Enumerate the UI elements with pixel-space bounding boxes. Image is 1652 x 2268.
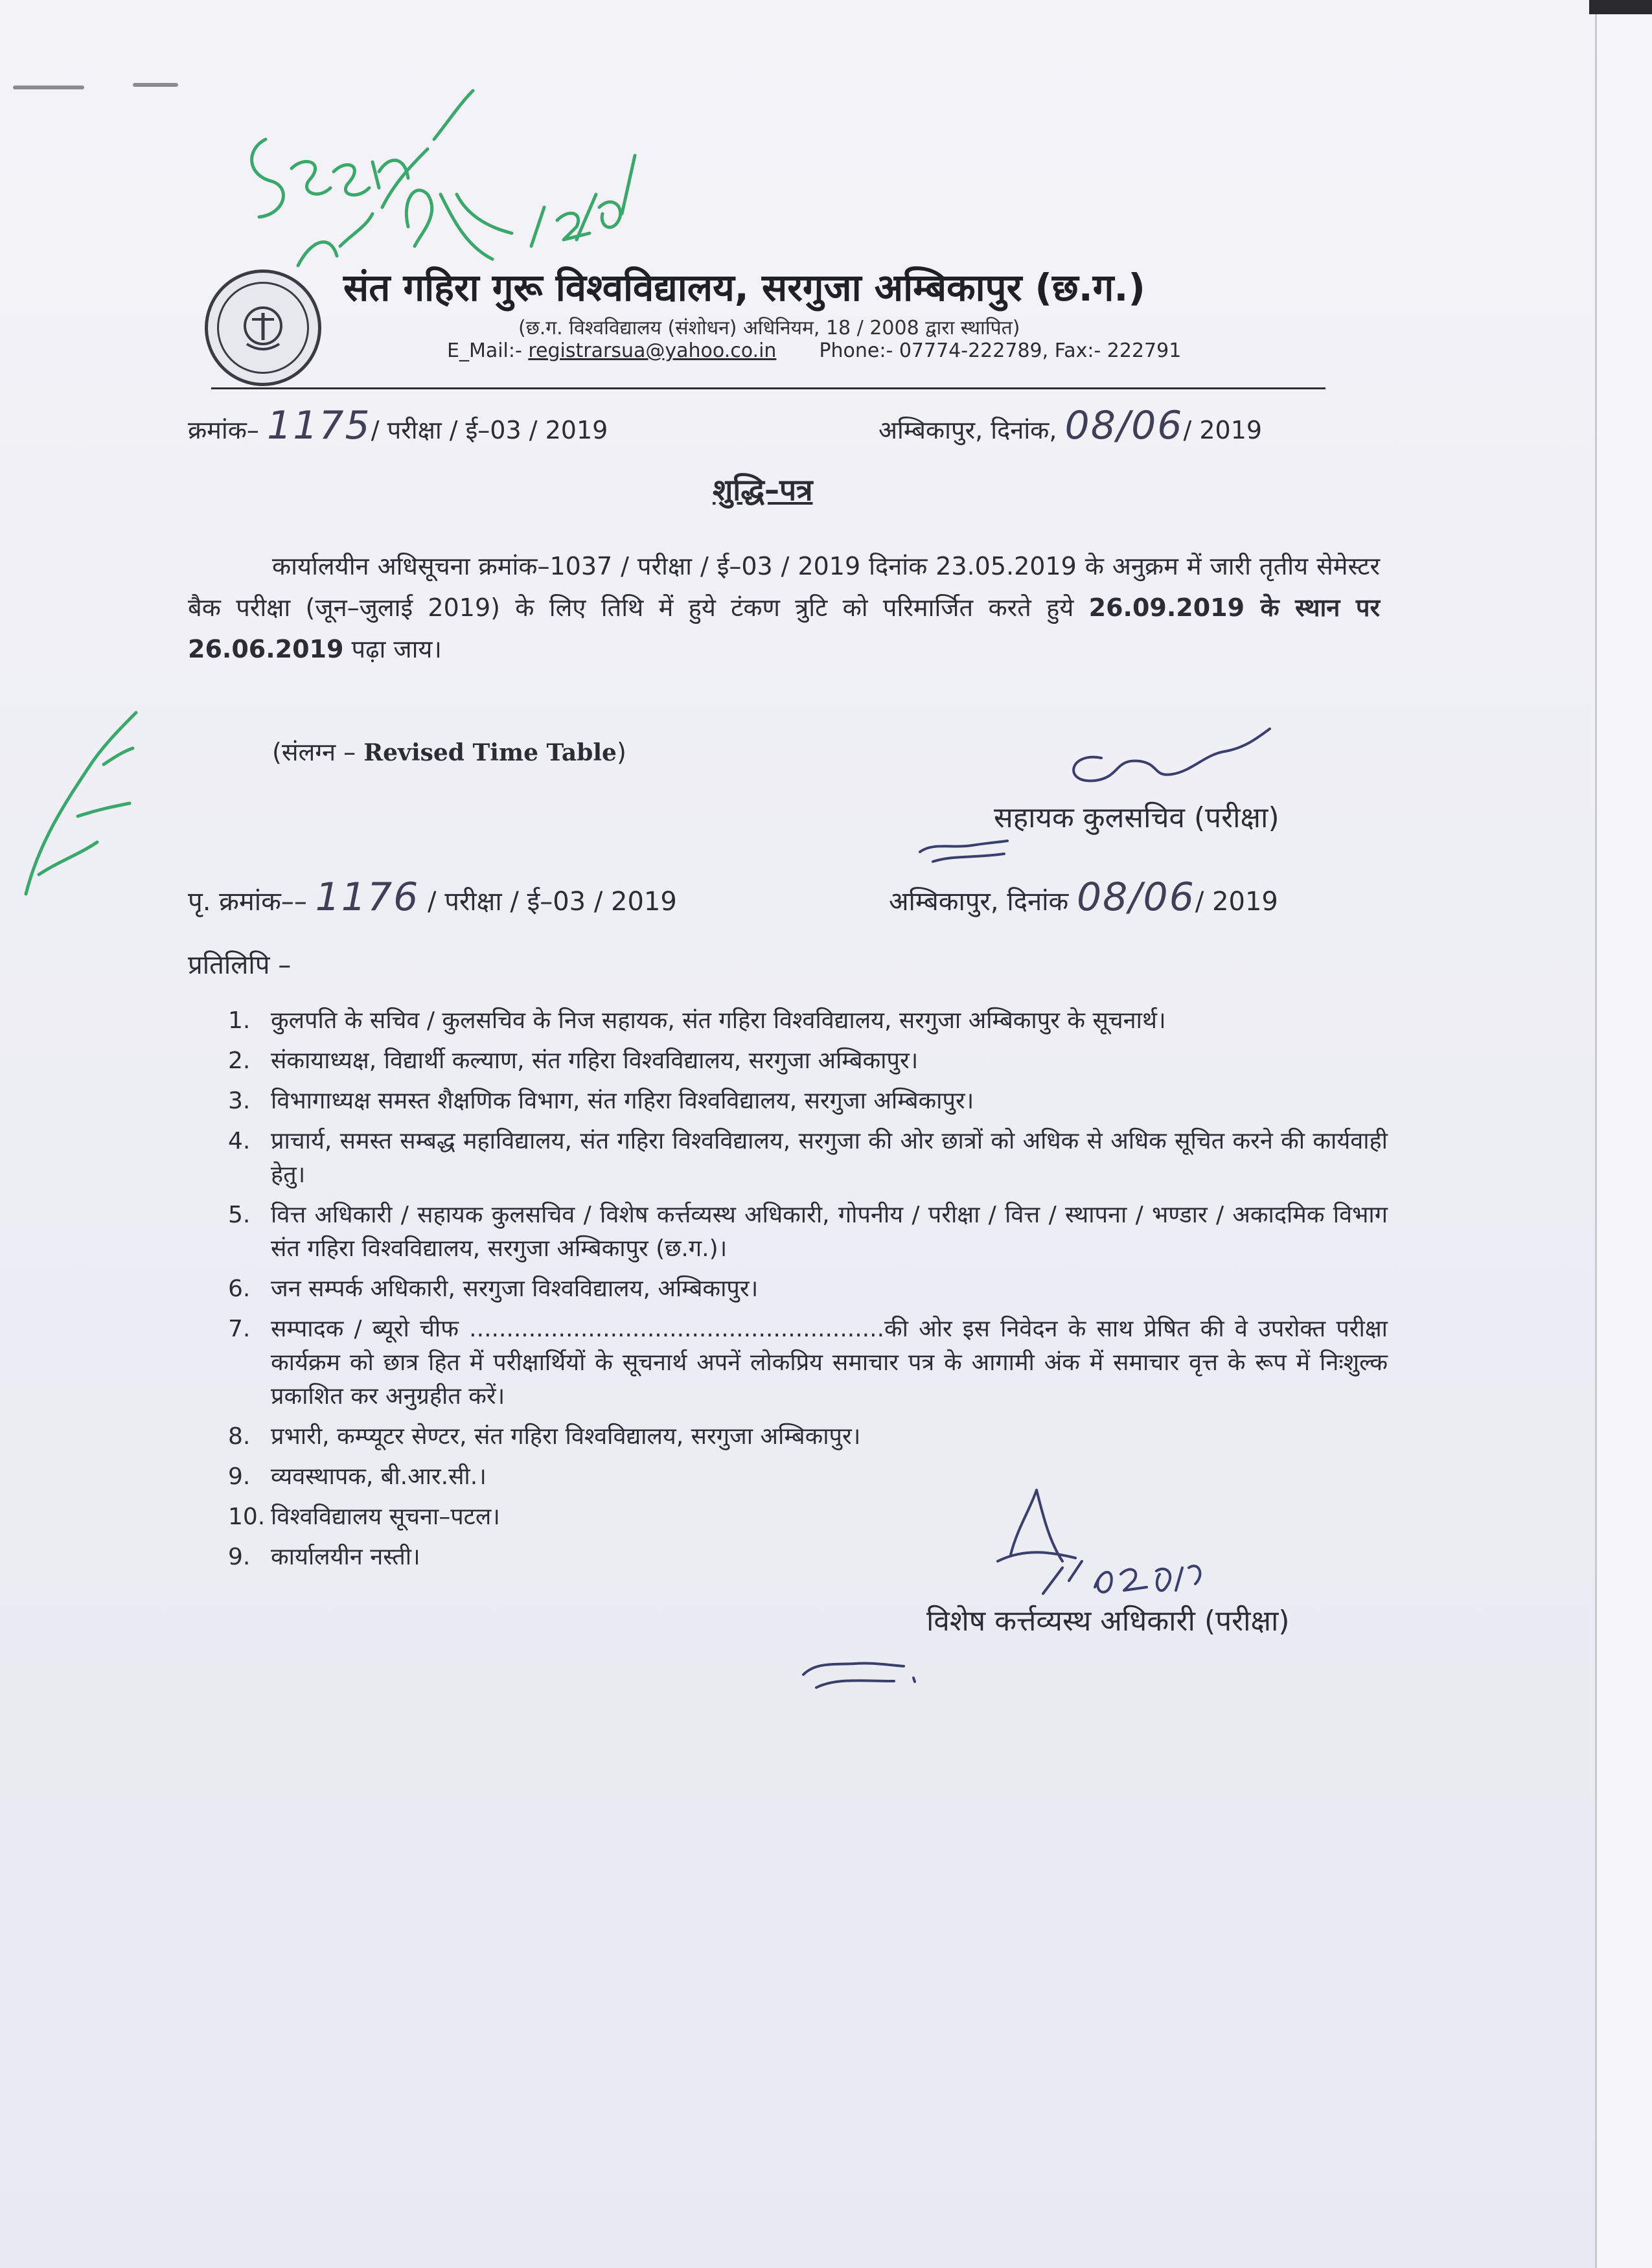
list-item-text: वित्त अधिकारी / सहायक कुलसचिव / विशेष कर्त्तव्यस्थ अधिकारी, गोपनीय / परीक्षा / वित्त / स्थापना / भण्डार / अकादमिक विभाग संत गहिरा विश्वविद्यालय, सरगुजा अम्बिकापुर (छ.ग.)। xyxy=(271,1202,1388,1262)
date-handwritten: 08/06 xyxy=(1064,403,1184,448)
list-item-number: 9. xyxy=(228,1544,251,1570)
copy-date-year: / 2019 xyxy=(1195,887,1278,917)
list-item xyxy=(228,1420,1388,1454)
list-item xyxy=(228,1541,1388,1574)
list-item-number: 9. xyxy=(228,1463,251,1490)
list-item-text: विश्वविद्यालय सूचना–पटल। xyxy=(271,1504,500,1530)
list-item-text: विभागाध्यक्ष समस्त शैक्षणिक विभाग, संत गहिरा विश्वविद्यालय, सरगुजा अम्बिकापुर। xyxy=(271,1088,974,1114)
reference-number-handwritten: 1175 xyxy=(267,403,371,448)
contact-line xyxy=(447,339,1181,362)
list-item-text: कुलपति के सचिव / कुलसचिव के निज सहायक, संत गहिरा विश्वविद्यालय, सरगुजा अम्बिकापुर के सूचनार्थ। xyxy=(271,1007,1166,1034)
body-bold-dates: 26.09.2019 के स्थान पर 26.06.2019 xyxy=(188,593,1380,663)
list-item-text: संकायाध्यक्ष, विद्यार्थी कल्याण, संत गहिरा विश्वविद्यालय, सरगुजा अम्बिकापुर। xyxy=(271,1048,919,1074)
list-item-number: 10. xyxy=(228,1504,266,1530)
reference-number xyxy=(188,403,608,448)
body-paragraph xyxy=(188,545,1380,670)
copy-reference-number xyxy=(188,875,677,920)
staple-mark xyxy=(133,83,178,87)
date-label: अम्बिकापुर, दिनांक, xyxy=(878,416,1065,444)
date-year: / 2019 xyxy=(1183,416,1263,444)
list-item-text: सम्पादक / ब्यूरो चीफ ........................................................की ओर इस निवेदन के साथ प्रेषित की वे उपरोक्त परीक्षा कार्यक्रम को छात्र हित में परीक्षार्थियों के सूचनार्थ अपनें लोकप्रिय समाचार पत्र के आगामी अंक में समाचार वृत्त के रूप में निःशुल्क प्रकाशित कर अनुग्रहीत करें। xyxy=(271,1316,1388,1410)
list-item-text: जन सम्पर्क अधिकारी, सरगुजा विश्वविद्यालय, अम्बिकापुर। xyxy=(271,1276,759,1302)
email-label: E_Mail:- xyxy=(447,339,529,362)
list-item-text: प्राचार्य, समस्त सम्बद्ध महाविद्यालय, संत गहिरा विश्वविद्यालय, सरगुजा की ओर छात्रों को अधिक से अधिक सूचित करने की कार्यवाही हेतु। xyxy=(271,1128,1388,1188)
university-logo xyxy=(205,269,321,386)
list-item xyxy=(228,1198,1388,1266)
university-name: संत गहिरा गुरू विश्वविद्यालय, सरगुजा अम्बिकापुर (छ.ग.) xyxy=(343,266,1145,310)
list-item xyxy=(228,1500,1388,1534)
enclosure-note xyxy=(272,735,626,768)
header-rule xyxy=(211,387,1325,389)
enclosure-title: Revised Time Table xyxy=(363,739,617,766)
list-item-number: 3. xyxy=(228,1088,251,1114)
document-title: शुद्धि–पत्र xyxy=(713,472,813,507)
copy-reference-suffix: / परीक्षा / ई–03 / 2019 xyxy=(419,887,677,917)
list-item xyxy=(228,1084,1388,1118)
copy-reference-date xyxy=(889,875,1278,920)
staple-mark xyxy=(13,86,84,89)
list-item-number: 7. xyxy=(228,1316,251,1342)
reference-prefix: क्रमांक– xyxy=(188,416,268,444)
list-item-number: 6. xyxy=(228,1276,251,1302)
list-item-text: प्रभारी, कम्प्यूटर सेण्टर, संत गहिरा विश्वविद्यालय, सरगुजा अम्बिकापुर। xyxy=(271,1423,861,1450)
reference-suffix: / परीक्षा / ई–03 / 2019 xyxy=(371,416,608,444)
list-item xyxy=(228,1125,1388,1192)
list-item-text: व्यवस्थापक, बी.आर.सी.। xyxy=(271,1463,487,1490)
list-item-text: कार्यालयीन नस्ती। xyxy=(271,1544,420,1570)
recipient-list xyxy=(228,1004,1388,1581)
list-item xyxy=(228,1272,1388,1306)
list-item-number: 5. xyxy=(228,1202,251,1228)
body-text-2: पढ़ा जाय। xyxy=(343,635,442,663)
page-edge xyxy=(1595,0,1652,2268)
list-item xyxy=(228,1004,1388,1038)
copy-date-handwritten: 08/06 xyxy=(1076,875,1195,920)
establishment-line: (छ.ग. विश्वविद्यालय (संशोधन) अधिनियम, 18 / 2008 द्वारा स्थापित) xyxy=(518,317,1020,339)
copy-date-label: अम्बिकापुर, दिनांक xyxy=(889,887,1077,917)
email-link[interactable]: registrarsua@yahoo.co.in xyxy=(528,339,777,362)
list-item xyxy=(228,1460,1388,1494)
copy-reference-number-handwritten: 1176 xyxy=(315,875,420,920)
signatory-officer-on-special-duty: विशेष कर्त्तव्यस्थ अधिकारी (परीक्षा) xyxy=(926,1605,1290,1638)
enclosure-label: (संलग्न – xyxy=(272,738,364,766)
copy-reference-prefix: पृ. क्रमांक–– xyxy=(188,887,315,917)
scan-edge-shadow xyxy=(1589,0,1652,14)
reference-date xyxy=(878,403,1262,448)
enclosure-close: ) xyxy=(616,738,626,766)
list-item-number: 4. xyxy=(228,1128,251,1154)
copy-to-label: प्रतिलिपि – xyxy=(188,950,292,980)
list-item-number: 1. xyxy=(228,1007,251,1034)
list-item-number: 8. xyxy=(228,1423,251,1450)
list-item xyxy=(228,1044,1388,1078)
body-text-1: कार्यालयीन अधिसूचना क्रमांक–1037 / परीक्षा / ई–03 / 2019 दिनांक 23.05.2019 के अनुक्रम में जारी तृतीय सेमेस्टर बैक परीक्षा (जून–जुलाई 2019) के लिए तिथि में हुये टंकण त्रुटि को परिमार्जित करते हुये xyxy=(188,552,1380,622)
list-item xyxy=(228,1312,1388,1414)
phone-fax: Phone:- 07774-222789, Fax:- 222791 xyxy=(819,339,1182,362)
signatory-assistant-registrar: सहायक कुलसचिव (परीक्षा) xyxy=(994,801,1279,834)
list-item-number: 2. xyxy=(228,1048,251,1074)
